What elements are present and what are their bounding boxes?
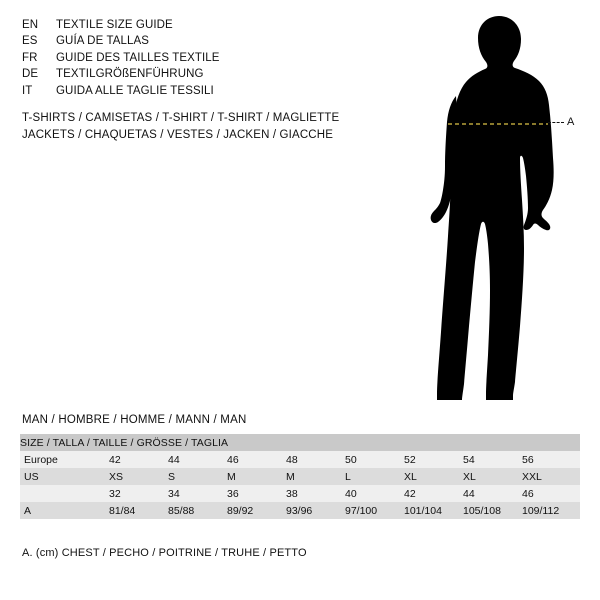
table-cell: 46	[519, 485, 580, 502]
language-code: DE	[22, 68, 39, 81]
language-code: ES	[22, 35, 38, 48]
table-cell: 32	[106, 485, 165, 502]
size-table-section	[20, 414, 580, 519]
table-cell: 93/96	[283, 502, 342, 519]
language-row	[22, 17, 382, 33]
table-cell: 44	[460, 485, 519, 502]
language-row	[22, 50, 382, 66]
table-cell: 54	[460, 451, 519, 468]
table-row	[20, 485, 580, 502]
table-row	[20, 451, 580, 468]
language-code: IT	[22, 84, 33, 97]
figure-area	[400, 10, 600, 405]
table-row	[20, 468, 580, 485]
table-cell: 48	[283, 451, 342, 468]
table-cell: L	[342, 468, 401, 485]
language-title: GUIDA ALLE TAGLIE TESSILI	[56, 84, 214, 97]
language-code: EN	[22, 19, 39, 31]
table-cell: M	[224, 468, 283, 485]
table-cell: 81/84	[106, 502, 165, 519]
table-cell: M	[283, 468, 342, 485]
table-cell: 97/100	[342, 502, 401, 519]
language-title: TEXTILE SIZE GUIDE	[56, 19, 173, 31]
measure-leader-dashes	[548, 122, 564, 124]
table-header-row	[20, 434, 580, 451]
table-cell: 50	[342, 451, 401, 468]
table-cell: XS	[106, 468, 165, 485]
table-cell: 109/112	[519, 502, 580, 519]
table-cell: XL	[460, 468, 519, 485]
table-cell: 42	[106, 451, 165, 468]
table-cell: 34	[165, 485, 224, 502]
table-cell: S	[165, 468, 224, 485]
table-cell: 38	[283, 485, 342, 502]
footnote-chest-measure: A. (cm) CHEST / PECHO / POITRINE / TRUHE / PETTO	[22, 547, 307, 559]
row-label: A	[20, 502, 106, 519]
table-cell: 42	[401, 485, 460, 502]
table-cell: 56	[519, 451, 580, 468]
table-group-title: MAN / HOMBRE / HOMME / MANN / MAN	[22, 414, 247, 426]
row-label	[20, 485, 106, 502]
table-cell: 89/92	[224, 502, 283, 519]
language-title: GUÍA DE TALLAS	[56, 35, 150, 48]
table-cell: 52	[401, 451, 460, 468]
table-cell: XXL	[519, 468, 580, 485]
table-cell: XL	[401, 468, 460, 485]
table-cell: 46	[224, 451, 283, 468]
measure-label-a: A	[567, 116, 575, 128]
male-body-silhouette-icon	[400, 10, 600, 405]
table-cell: 44	[165, 451, 224, 468]
table-cell: 85/88	[165, 502, 224, 519]
category-list	[22, 110, 422, 144]
row-label: US	[20, 468, 106, 485]
table-header-label: SIZE / TALLA / TAILLE / GRÖSSE / TAGLIA	[20, 434, 580, 451]
language-header-block	[22, 17, 382, 99]
size-table	[20, 434, 580, 519]
language-row	[22, 66, 382, 82]
language-row	[22, 33, 382, 49]
language-title: TEXTILGRÖßENFÜHRUNG	[56, 68, 204, 81]
category-line-jackets: JACKETS / CHAQUETAS / VESTES / JACKEN / GIACCHE	[22, 129, 334, 141]
table-cell: 40	[342, 485, 401, 502]
table-row	[20, 502, 580, 519]
table-cell: 101/104	[401, 502, 460, 519]
row-label: Europe	[20, 451, 106, 468]
table-cell: 105/108	[460, 502, 519, 519]
language-row	[22, 83, 382, 99]
language-title: GUIDE DES TAILLES TEXTILE	[56, 51, 220, 64]
language-code: FR	[22, 51, 38, 64]
table-cell: 36	[224, 485, 283, 502]
category-line-tshirts: T-SHIRTS / CAMISETAS / T-SHIRT / T-SHIRT / MAGLIETTE	[22, 112, 340, 124]
